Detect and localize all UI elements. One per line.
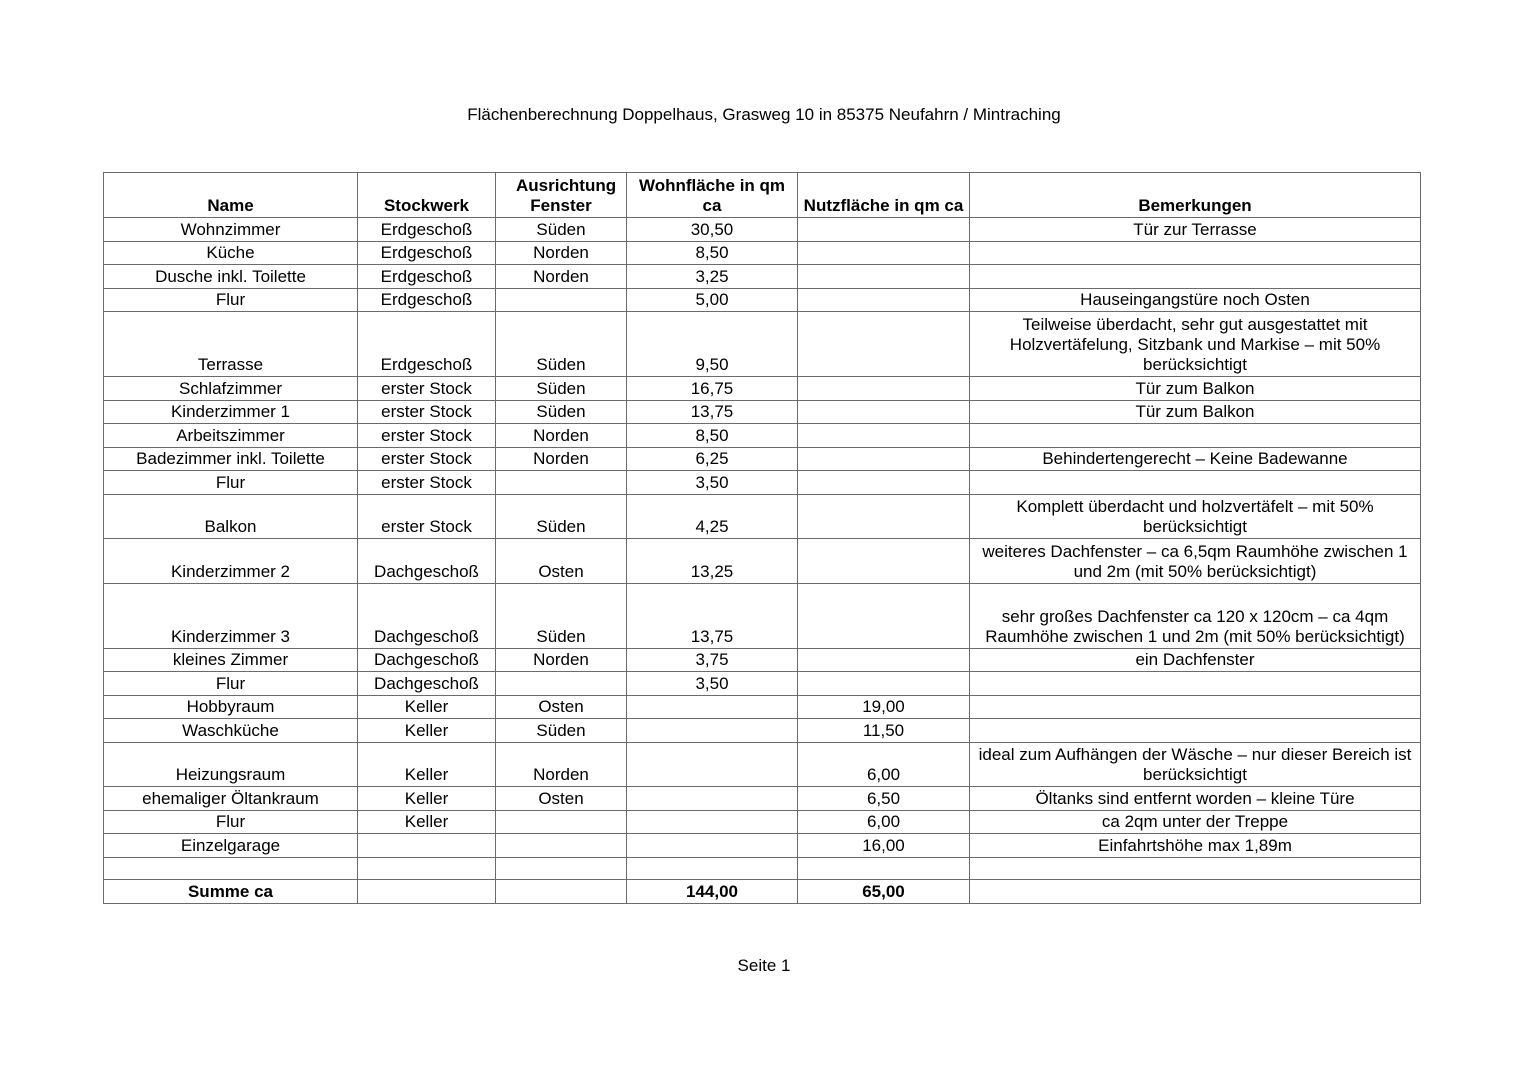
column-header: Ausrichtung Fenster xyxy=(496,173,627,218)
total-label: Summe ca xyxy=(104,880,358,904)
cell-name: Arbeitszimmer xyxy=(104,424,358,448)
cell-living-area: 3,25 xyxy=(627,265,798,289)
cell-floor: Erdgeschoß xyxy=(358,242,496,265)
cell-floor: Erdgeschoß xyxy=(358,289,496,312)
cell-name: Terrasse xyxy=(104,312,358,377)
cell-name: Schlafzimmer xyxy=(104,377,358,401)
cell-usable-area xyxy=(798,401,970,424)
cell-living-area xyxy=(627,743,798,787)
cell-remarks: Komplett überdacht und holzvertäfelt – mit 50% berücksichtigt xyxy=(970,495,1421,539)
table-row xyxy=(104,424,1421,448)
cell-usable-area xyxy=(798,377,970,401)
cell-usable-area xyxy=(798,471,970,495)
table-row xyxy=(104,743,1421,787)
cell-usable-area: 6,00 xyxy=(798,743,970,787)
cell-orientation: Süden xyxy=(496,584,627,649)
cell-remarks: Teilweise überdacht, sehr gut ausgestattet mit Holzvertäfelung, Sitzbank und Markise – mit 50% berücksichtigt xyxy=(970,312,1421,377)
cell-floor: Keller xyxy=(358,696,496,719)
table-row xyxy=(104,649,1421,672)
cell-floor xyxy=(358,858,496,880)
cell-remarks xyxy=(970,265,1421,289)
cell-remarks: Tür zum Balkon xyxy=(970,401,1421,424)
cell-floor: Erdgeschoß xyxy=(358,265,496,289)
cell-remarks: Öltanks sind entfernt worden – kleine Türe xyxy=(970,787,1421,811)
cell-orientation xyxy=(496,289,627,312)
cell-orientation: Norden xyxy=(496,265,627,289)
cell-living-area: 13,75 xyxy=(627,401,798,424)
cell-living-area: 8,50 xyxy=(627,242,798,265)
cell-living-area: 5,00 xyxy=(627,289,798,312)
cell-name: Flur xyxy=(104,471,358,495)
cell-living-area: 8,50 xyxy=(627,424,798,448)
cell-usable-area: 19,00 xyxy=(798,696,970,719)
cell-living-area: 9,50 xyxy=(627,312,798,377)
column-header: Wohnfläche in qm ca xyxy=(627,173,798,218)
total-row xyxy=(104,880,1421,904)
cell-remarks xyxy=(970,719,1421,743)
cell-orientation xyxy=(496,880,627,904)
cell-orientation: Süden xyxy=(496,401,627,424)
cell-orientation: Norden xyxy=(496,743,627,787)
cell-floor: Keller xyxy=(358,787,496,811)
cell-floor xyxy=(358,880,496,904)
cell-name: Balkon xyxy=(104,495,358,539)
cell-remarks: ca 2qm unter der Treppe xyxy=(970,811,1421,834)
cell-floor: Erdgeschoß xyxy=(358,218,496,242)
cell-remarks: Tür zur Terrasse xyxy=(970,218,1421,242)
cell-living-area xyxy=(627,719,798,743)
table-row xyxy=(104,289,1421,312)
cell-name: Einzelgarage xyxy=(104,834,358,858)
cell-floor: Dachgeschoß xyxy=(358,539,496,584)
cell-living-area: 13,25 xyxy=(627,539,798,584)
cell-orientation: Norden xyxy=(496,242,627,265)
cell-orientation: Osten xyxy=(496,696,627,719)
cell-living-area xyxy=(627,811,798,834)
cell-living-area: 3,75 xyxy=(627,649,798,672)
column-header: Name xyxy=(104,173,358,218)
cell-usable-area: 6,00 xyxy=(798,811,970,834)
cell-floor: Keller xyxy=(358,743,496,787)
cell-usable-area xyxy=(798,242,970,265)
cell-living-area xyxy=(627,787,798,811)
table-row xyxy=(104,787,1421,811)
table-row xyxy=(104,811,1421,834)
table-row xyxy=(104,719,1421,743)
table-row xyxy=(104,495,1421,539)
cell-remarks: ein Dachfenster xyxy=(970,649,1421,672)
cell-name: Waschküche xyxy=(104,719,358,743)
cell-orientation xyxy=(496,858,627,880)
cell-name: Küche xyxy=(104,242,358,265)
page-number: Seite 1 xyxy=(737,956,791,975)
cell-name: Badezimmer inkl. Toilette xyxy=(104,448,358,471)
table-row xyxy=(104,312,1421,377)
cell-floor: Dachgeschoß xyxy=(358,672,496,696)
column-header: Nutzfläche in qm ca xyxy=(798,173,970,218)
column-header: Bemerkungen xyxy=(970,173,1421,218)
table-row xyxy=(104,265,1421,289)
table-row xyxy=(104,471,1421,495)
cell-orientation: Süden xyxy=(496,719,627,743)
cell-usable-area: 6,50 xyxy=(798,787,970,811)
cell-orientation: Norden xyxy=(496,448,627,471)
cell-name: Hobbyraum xyxy=(104,696,358,719)
cell-floor: erster Stock xyxy=(358,471,496,495)
cell-floor: Keller xyxy=(358,719,496,743)
cell-remarks xyxy=(970,471,1421,495)
cell-remarks xyxy=(970,858,1421,880)
table-row xyxy=(104,401,1421,424)
cell-usable-area xyxy=(798,539,970,584)
cell-floor: Erdgeschoß xyxy=(358,312,496,377)
cell-name: Wohnzimmer xyxy=(104,218,358,242)
table-row xyxy=(104,539,1421,584)
cell-orientation: Osten xyxy=(496,539,627,584)
cell-orientation xyxy=(496,811,627,834)
cell-remarks: Einfahrtshöhe max 1,89m xyxy=(970,834,1421,858)
cell-remarks: weiteres Dachfenster – ca 6,5qm Raumhöhe zwischen 1 und 2m (mit 50% berücksichtigt) xyxy=(970,539,1421,584)
cell-floor: erster Stock xyxy=(358,401,496,424)
table-row xyxy=(104,448,1421,471)
page-title: Flächenberechnung Doppelhaus, Grasweg 10 in 85375 Neufahrn / Mintraching xyxy=(467,105,1061,124)
cell-floor: Keller xyxy=(358,811,496,834)
table-row xyxy=(104,218,1421,242)
cell-floor: erster Stock xyxy=(358,377,496,401)
cell-usable-area xyxy=(798,672,970,696)
cell-name: Kinderzimmer 1 xyxy=(104,401,358,424)
cell-remarks: Behindertengerecht – Keine Badewanne xyxy=(970,448,1421,471)
cell-name: Kinderzimmer 2 xyxy=(104,539,358,584)
cell-usable-area: 16,00 xyxy=(798,834,970,858)
cell-name: Flur xyxy=(104,811,358,834)
cell-usable-area xyxy=(798,858,970,880)
cell-floor: erster Stock xyxy=(358,424,496,448)
cell-usable-area xyxy=(798,265,970,289)
cell-name: Flur xyxy=(104,672,358,696)
cell-usable-area xyxy=(798,448,970,471)
cell-living-area: 3,50 xyxy=(627,672,798,696)
cell-living-area: 3,50 xyxy=(627,471,798,495)
cell-remarks xyxy=(970,672,1421,696)
cell-orientation: Süden xyxy=(496,218,627,242)
cell-living-area xyxy=(627,696,798,719)
cell-remarks xyxy=(970,880,1421,904)
cell-name xyxy=(104,858,358,880)
cell-floor: Dachgeschoß xyxy=(358,584,496,649)
cell-orientation: Norden xyxy=(496,424,627,448)
cell-usable-area xyxy=(798,424,970,448)
cell-remarks: sehr großes Dachfenster ca 120 x 120cm – ca 4qm Raumhöhe zwischen 1 und 2m (mit 50% berücksichtigt) xyxy=(970,584,1421,649)
table-row xyxy=(104,834,1421,858)
cell-name: Heizungsraum xyxy=(104,743,358,787)
cell-name: Kinderzimmer 3 xyxy=(104,584,358,649)
cell-living-area xyxy=(627,858,798,880)
cell-name: kleines Zimmer xyxy=(104,649,358,672)
table-row xyxy=(104,858,1421,880)
cell-usable-area xyxy=(798,218,970,242)
cell-remarks xyxy=(970,424,1421,448)
cell-remarks: Tür zum Balkon xyxy=(970,377,1421,401)
total-living-area: 144,00 xyxy=(627,880,798,904)
cell-orientation: Osten xyxy=(496,787,627,811)
cell-remarks: Hauseingangstüre noch Osten xyxy=(970,289,1421,312)
cell-floor: erster Stock xyxy=(358,495,496,539)
cell-usable-area xyxy=(798,584,970,649)
total-usable-area: 65,00 xyxy=(798,880,970,904)
table-row xyxy=(104,696,1421,719)
cell-remarks: ideal zum Aufhängen der Wäsche – nur dieser Bereich ist berücksichtigt xyxy=(970,743,1421,787)
area-table xyxy=(103,172,1421,904)
cell-living-area: 30,50 xyxy=(627,218,798,242)
cell-floor: Dachgeschoß xyxy=(358,649,496,672)
cell-living-area: 13,75 xyxy=(627,584,798,649)
cell-usable-area xyxy=(798,649,970,672)
cell-orientation: Norden xyxy=(496,649,627,672)
cell-orientation: Süden xyxy=(496,377,627,401)
table-row xyxy=(104,584,1421,649)
table-row xyxy=(104,672,1421,696)
cell-floor xyxy=(358,834,496,858)
cell-remarks xyxy=(970,696,1421,719)
cell-living-area: 16,75 xyxy=(627,377,798,401)
cell-usable-area xyxy=(798,495,970,539)
table-row xyxy=(104,242,1421,265)
cell-living-area xyxy=(627,834,798,858)
cell-living-area: 4,25 xyxy=(627,495,798,539)
cell-remarks xyxy=(970,242,1421,265)
cell-name: Dusche inkl. Toilette xyxy=(104,265,358,289)
cell-orientation: Süden xyxy=(496,495,627,539)
cell-name: Flur xyxy=(104,289,358,312)
cell-usable-area xyxy=(798,289,970,312)
cell-name: ehemaliger Öltankraum xyxy=(104,787,358,811)
column-header: Stockwerk xyxy=(358,173,496,218)
cell-orientation: Süden xyxy=(496,312,627,377)
cell-usable-area: 11,50 xyxy=(798,719,970,743)
cell-floor: erster Stock xyxy=(358,448,496,471)
cell-orientation xyxy=(496,471,627,495)
cell-usable-area xyxy=(798,312,970,377)
cell-orientation xyxy=(496,834,627,858)
table-row xyxy=(104,377,1421,401)
cell-orientation xyxy=(496,672,627,696)
table-header-row xyxy=(104,173,1421,218)
cell-living-area: 6,25 xyxy=(627,448,798,471)
